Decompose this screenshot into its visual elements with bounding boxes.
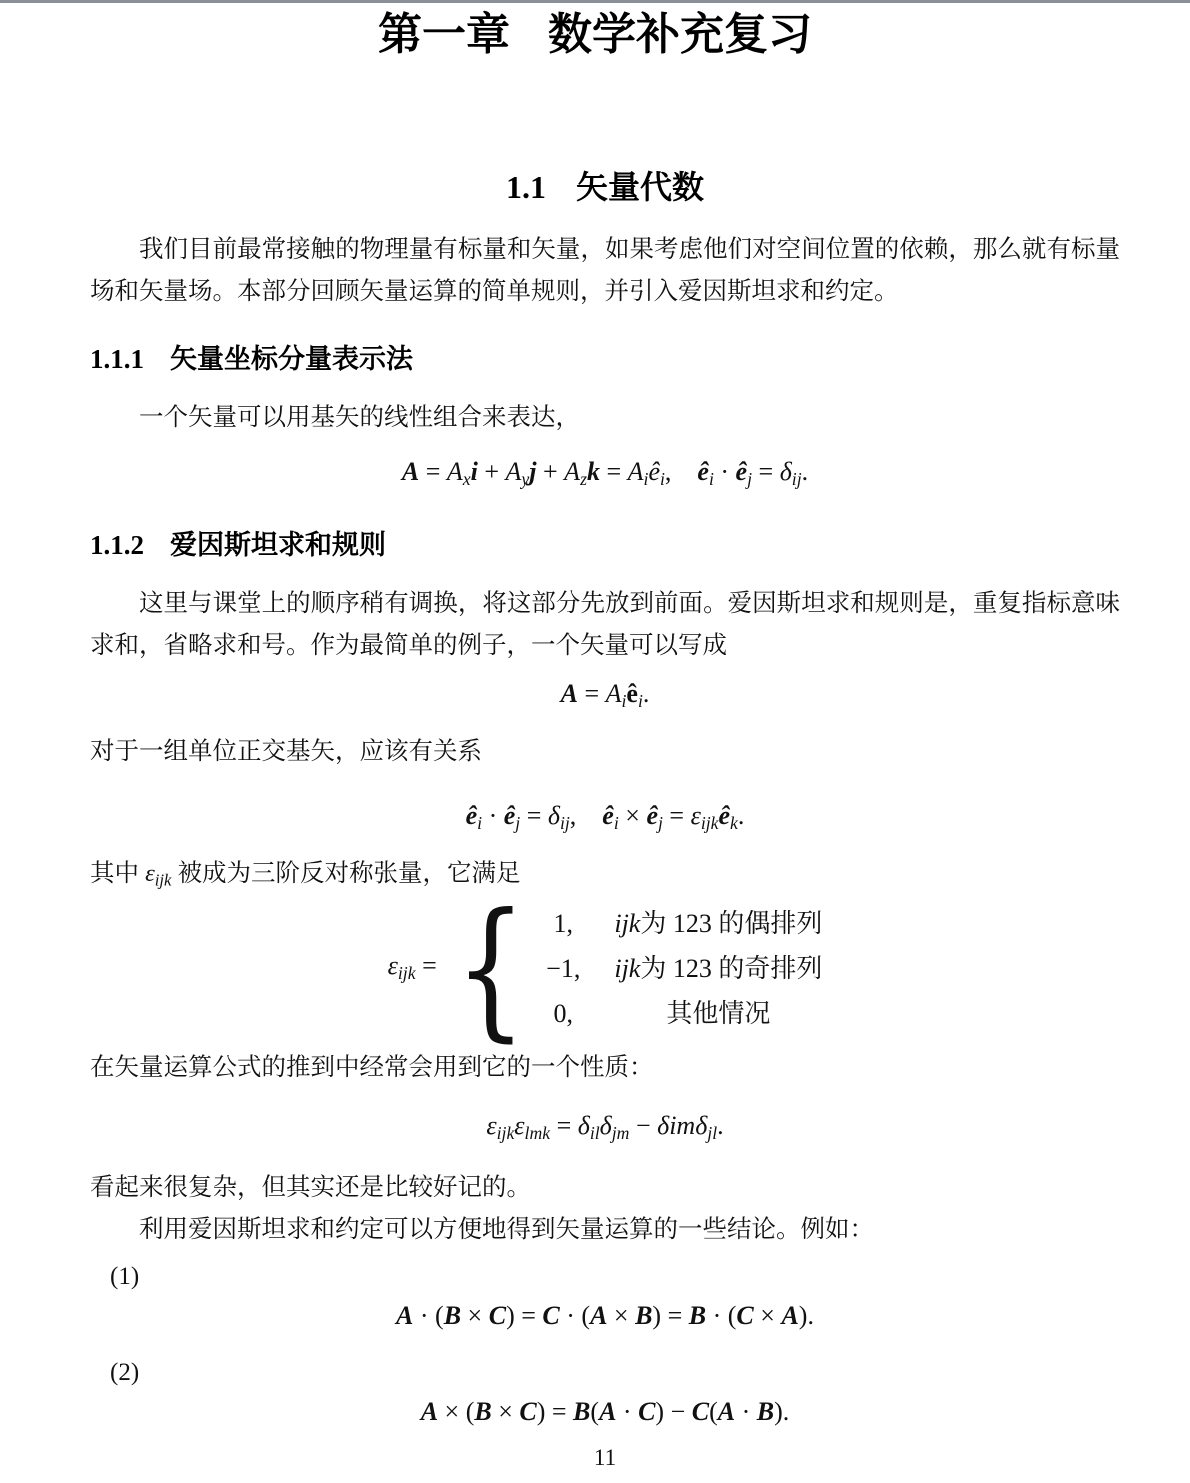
- paragraph-examples-intro: 利用爱因斯坦求和约定可以方便地得到矢量运算的一些结论。例如：: [139, 1216, 874, 1243]
- math-token: ).: [774, 1397, 790, 1426]
- math-token: k: [586, 457, 600, 486]
- math-token: i: [659, 468, 665, 489]
- math-token: ).: [798, 1301, 814, 1330]
- math-token: 为 123 的奇排列: [640, 954, 823, 983]
- math-token: .: [642, 679, 650, 708]
- math-token: C: [691, 1397, 710, 1426]
- math-token: ε: [690, 801, 701, 830]
- paragraph-basis-intro: 一个矢量可以用基矢的线性组合来表达，: [139, 404, 580, 431]
- math-token: ×: [753, 1301, 782, 1330]
- math-token: i: [470, 457, 478, 486]
- math-token: A: [717, 1397, 736, 1426]
- math-token: C: [519, 1397, 537, 1426]
- math-token: ×: [491, 1397, 520, 1426]
- section-number: 1.1: [505, 169, 546, 205]
- math-token: δ: [577, 1111, 590, 1140]
- formula-component-expansion: [90, 455, 1120, 496]
- math-token: i: [477, 812, 483, 833]
- math-token: [671, 457, 697, 486]
- math-token: B: [474, 1397, 492, 1426]
- math-token: B: [756, 1397, 775, 1426]
- subsection-heading-1-1-2: [90, 527, 386, 563]
- math-token: A: [420, 1397, 439, 1426]
- math-token: ε: [387, 950, 398, 980]
- math-token: ) =: [506, 1301, 543, 1330]
- math-token: .: [717, 1111, 724, 1140]
- math-token: ε: [145, 860, 155, 887]
- subsection-title-text: 爱因斯坦求和规则: [170, 530, 386, 560]
- cases-cond-1: [614, 902, 822, 947]
- math-token: A: [781, 1301, 799, 1330]
- formula-epsilon-identity: [90, 1109, 1120, 1150]
- math-token: A: [560, 679, 578, 708]
- math-token: ê: [735, 457, 748, 486]
- math-token: ijk: [154, 870, 172, 890]
- math-token: −: [629, 1111, 658, 1140]
- subsection-heading-1-1-1: [90, 341, 413, 377]
- math-token: j: [657, 812, 663, 833]
- math-token: ) =: [652, 1301, 689, 1330]
- math-token: =: [577, 679, 606, 708]
- chapter-title-text: 数学补充复习: [548, 10, 812, 59]
- math-token: 0,: [553, 999, 573, 1028]
- math-token: δ: [779, 457, 792, 486]
- paragraph-orthonormal-intro: 对于一组单位正交基矢，应该有关系: [90, 738, 482, 765]
- math-token: [576, 801, 602, 830]
- math-token: B: [443, 1301, 462, 1330]
- math-token: B: [688, 1301, 707, 1330]
- math-token: ε: [514, 1111, 525, 1140]
- math-token: ijk: [496, 1122, 515, 1143]
- math-token: i: [621, 690, 627, 711]
- math-token: A: [605, 679, 622, 708]
- math-token: ê: [646, 801, 658, 830]
- math-token: ê: [648, 457, 660, 486]
- math-token: δ: [599, 1111, 612, 1140]
- math-token: ij: [559, 812, 570, 833]
- formula-levi-civita-cases: [90, 882, 1120, 1056]
- cases-cond-3: [614, 992, 822, 1037]
- math-token: C: [542, 1301, 560, 1330]
- math-token: j: [529, 457, 537, 486]
- math-token: B: [635, 1301, 653, 1330]
- math-token: +: [536, 457, 565, 486]
- math-token: y: [521, 468, 530, 489]
- subsection-number: 1.1.2: [90, 530, 144, 560]
- chapter-title: [0, 7, 1190, 63]
- math-token: ) −: [655, 1397, 692, 1426]
- math-token: i: [613, 812, 619, 833]
- subsection-number: 1.1.1: [90, 344, 144, 374]
- math-token: ê: [697, 457, 709, 486]
- page-number: 11: [593, 1445, 617, 1470]
- math-token: i: [637, 690, 643, 711]
- math-token: =: [752, 457, 780, 486]
- math-token: · (: [413, 1301, 444, 1330]
- math-token: =: [520, 801, 548, 830]
- paragraph-mnemonic: 看起来很复杂，但其实还是比较好记的。: [90, 1174, 531, 1201]
- math-token: C: [736, 1301, 754, 1330]
- cases-grid: [546, 902, 822, 1037]
- math-token: jl: [707, 1122, 718, 1143]
- math-token: 其他情况: [666, 999, 771, 1028]
- math-token: ê: [503, 801, 516, 830]
- math-token: 其中: [90, 860, 146, 887]
- math-token: jm: [611, 1122, 630, 1143]
- math-token: .: [801, 457, 809, 486]
- math-token: x: [462, 468, 471, 489]
- math-token: +: [477, 457, 506, 486]
- math-token: C: [638, 1397, 656, 1426]
- math-token: 1,: [553, 909, 573, 938]
- math-token: ×: [461, 1301, 489, 1330]
- math-token: i: [708, 468, 714, 489]
- math-token: × (: [438, 1397, 475, 1426]
- math-token: A: [401, 457, 420, 486]
- math-token: j: [747, 468, 753, 489]
- math-token: δim: [657, 1111, 696, 1140]
- paragraph-identity-intro: 在矢量运算公式的推到中经常会用到它的一个性质：: [90, 1054, 654, 1081]
- math-token: ε: [486, 1111, 497, 1140]
- math-token: A: [627, 457, 644, 486]
- math-token: ) =: [536, 1397, 574, 1426]
- cases-value-1: [546, 902, 580, 947]
- math-token: 被成为三阶反对称张量，它满足: [171, 860, 521, 887]
- math-token: ê: [602, 801, 614, 830]
- math-token: ijk: [614, 954, 641, 983]
- formula-vector-triple-product: [90, 1395, 1120, 1429]
- math-token: A: [599, 1397, 617, 1426]
- math-token: 为 123 的偶排列: [640, 909, 823, 938]
- math-token: A: [564, 457, 581, 486]
- enum-item-2-label: (2): [110, 1359, 140, 1386]
- math-token: A: [505, 457, 522, 486]
- math-token: · (: [559, 1301, 591, 1330]
- math-token: ·: [713, 457, 736, 486]
- math-token: C: [488, 1301, 507, 1330]
- math-token: ê: [718, 801, 731, 830]
- math-token: il: [589, 1122, 600, 1143]
- math-token: ·: [616, 1397, 639, 1426]
- paragraph-epsilon-inline: [90, 853, 1120, 902]
- math-token: ,: [664, 457, 672, 486]
- math-token: δ: [695, 1111, 708, 1140]
- cases-value-2: [546, 947, 580, 992]
- paragraph-einstein-intro: 这里与课堂上的顺序稍有调换，将这部分先放到前面。爱因斯坦求和规则是，重复指标意味求和，省略求和号。作为最简单的例子，一个矢量可以写成: [90, 590, 1120, 659]
- math-token: B: [573, 1397, 591, 1426]
- math-token: =: [662, 801, 691, 830]
- math-token: δ: [547, 801, 560, 830]
- math-token: A: [446, 457, 463, 486]
- cases-brace: {: [454, 882, 527, 1056]
- math-token: j: [515, 812, 521, 833]
- cases-value-3: [546, 992, 580, 1037]
- math-token: A: [590, 1301, 608, 1330]
- math-token: .: [737, 801, 745, 830]
- enum-item-1-label: (1): [110, 1263, 140, 1290]
- math-token: ê: [465, 801, 478, 830]
- chapter-number: 第一章: [378, 10, 510, 59]
- cases-cond-2: [614, 947, 822, 992]
- math-token: · (: [706, 1301, 737, 1330]
- math-token: ·: [482, 801, 504, 830]
- math-token: ·: [735, 1397, 757, 1426]
- math-token: ,: [569, 801, 577, 830]
- math-token: ijk: [700, 812, 719, 833]
- math-token: lmk: [524, 1122, 551, 1143]
- math-token: (: [590, 1397, 600, 1426]
- formula-einstein-vector: [90, 677, 1120, 718]
- formula-orthonormal-relations: [90, 799, 1120, 840]
- math-token: −1,: [546, 954, 581, 983]
- math-token: k: [730, 812, 738, 833]
- math-token: =: [599, 457, 628, 486]
- math-token: =: [415, 950, 437, 980]
- math-token: =: [550, 1111, 578, 1140]
- subsection-title-text: 矢量坐标分量表示法: [170, 344, 413, 374]
- math-token: ij: [791, 468, 802, 489]
- math-token: ×: [607, 1301, 636, 1330]
- section-heading-1-1: [90, 165, 1120, 209]
- math-token: ×: [618, 801, 647, 830]
- math-token: i: [643, 468, 649, 489]
- paragraph-intro: 我们目前最常接触的物理量有标量和矢量，如果考虑他们对空间位置的依赖，那么就有标量场和矢量场。本部分回顾矢量运算的简单规则，并引入爱因斯坦求和约定。: [90, 236, 1120, 305]
- math-token: ijk: [614, 909, 641, 938]
- math-token: (: [709, 1397, 718, 1426]
- math-token: ê: [626, 679, 638, 708]
- cases-lhs: [388, 949, 437, 990]
- math-token: =: [419, 457, 447, 486]
- math-token: A: [396, 1301, 414, 1330]
- math-token: z: [580, 468, 587, 489]
- formula-scalar-triple-product: [90, 1299, 1120, 1333]
- math-token: ijk: [397, 962, 416, 983]
- section-title-text: 矢量代数: [575, 169, 704, 205]
